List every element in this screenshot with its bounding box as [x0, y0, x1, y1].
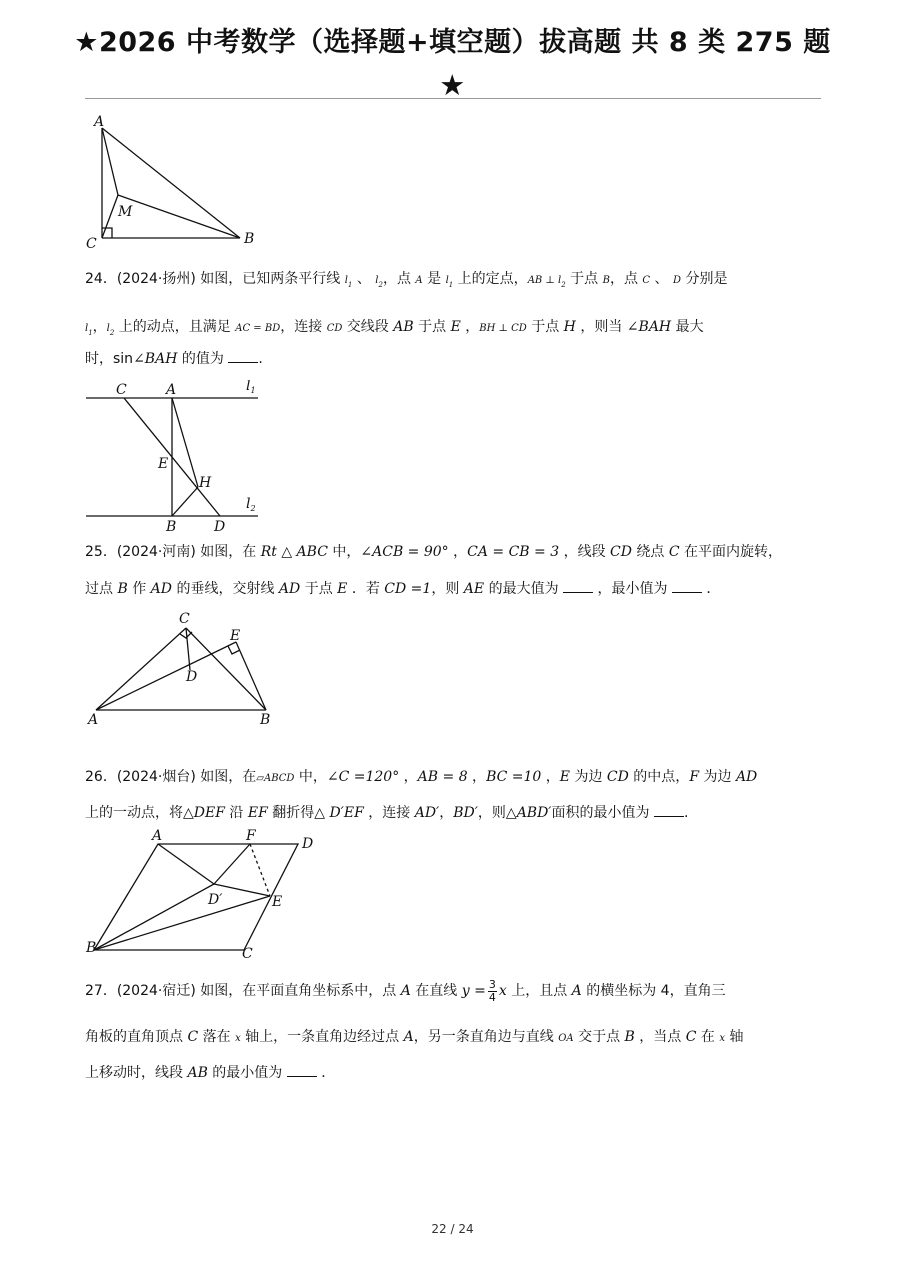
label-D-prime: D′	[208, 892, 223, 908]
label-A: A	[88, 712, 99, 728]
label-B: B	[86, 940, 97, 956]
q25-line2: 过点 B 作 AD 的垂线，交射线 AD 于点 E ．若 CD =1，则 AE 的最大值为 ，最小值为 ．	[85, 581, 721, 597]
label-l2: $l_2$	[246, 496, 256, 513]
answer-blank-min	[672, 580, 702, 593]
q27-line3: 上移动时，线段 AB 的最小值为 ．	[85, 1065, 336, 1081]
question-24	[85, 268, 827, 370]
page-number: 22 / 24	[431, 1222, 474, 1236]
label-E: E	[158, 456, 169, 472]
label-C: C	[116, 382, 127, 398]
label-E: E	[272, 894, 283, 910]
q24-line3: 时，sin∠BAH 的值为 .	[85, 351, 263, 367]
figure-rotating-segment	[80, 608, 290, 732]
answer-blank-max	[563, 580, 593, 593]
question-25	[85, 541, 827, 600]
q25-line1: 25．(2024·河南) 如图，在 Rt △ ABC 中，∠ACB = 90° ，CA = CB = 3 ，线段 CD 绕点 C 在平面内旋转，	[85, 544, 783, 560]
label-E: E	[230, 628, 241, 644]
q27-line2: 角板的直角顶点 C 落在 x 轴上，一条直角边经过点 A，另一条直角边与直线 OA 交于点 B ，当点 C 在 x 轴	[85, 1029, 744, 1045]
q24-line1: 24．(2024·扬州) 如图，已知两条平行线 $l_1$ 、 $l_2$，点 A 是 $l_1$ 上的定点，AB ⊥ $l_2$ 于点 B，点 C 、 D 分别是	[85, 271, 728, 289]
label-B: B	[166, 519, 177, 535]
answer-blank	[654, 804, 684, 817]
title-line-1: ★2026 中考数学（选择题+填空题）拔高题 共 8 类 275 题	[74, 27, 831, 58]
title-line-2: ★	[439, 68, 466, 102]
q24-line2: $l_1$，$l_2$ 上的动点，且满足 AC = BD，连接 CD 交线段 AB 于点 E ，BH ⊥ CD 于点 H ，则当 ∠BAH 最大	[85, 319, 704, 337]
answer-blank	[287, 1064, 317, 1077]
question-26	[85, 766, 827, 824]
q27-line1: 27．(2024·宿迁) 如图，在平面直角坐标系中，点 A 在直线 y = $\frac{3}{4}$ x 上，且点 A 的横坐标为 4，直角三	[85, 977, 726, 1004]
label-D: D	[186, 669, 198, 685]
label-B: B	[244, 231, 255, 247]
label-M: M	[118, 204, 133, 220]
label-l1: $l_1$	[246, 380, 256, 395]
figure-parallelogram	[80, 826, 330, 966]
label-C: C	[179, 611, 190, 627]
fraction-3-4: $\frac{3}{4}$	[488, 977, 496, 1004]
figure-triangle-abm	[80, 112, 270, 252]
answer-blank	[228, 350, 258, 363]
label-C: C	[242, 946, 253, 962]
label-H: H	[199, 475, 212, 491]
label-D: D	[302, 836, 314, 852]
q26-line2: 上的一动点，将△DEF 沿 EF 翻折得△ D′EF ，连接 AD′，BD′，则△ABD′面积的最小值为 .	[85, 805, 689, 821]
label-B: B	[260, 712, 271, 728]
label-D: D	[214, 519, 226, 535]
label-C: C	[86, 236, 97, 252]
label-F: F	[246, 828, 256, 844]
label-A: A	[94, 114, 105, 130]
question-27	[85, 976, 827, 1084]
label-A: A	[166, 382, 177, 398]
q26-line1: 26．(2024·烟台) 如图，在▱ABCD 中，∠C =120° ，AB = 8 ，BC =10 ，E 为边 CD 的中点，F 为边 AD	[85, 769, 758, 785]
page-title	[0, 22, 905, 106]
label-A: A	[152, 828, 163, 844]
header-divider	[85, 98, 821, 99]
figure-parallel-lines	[80, 380, 280, 538]
